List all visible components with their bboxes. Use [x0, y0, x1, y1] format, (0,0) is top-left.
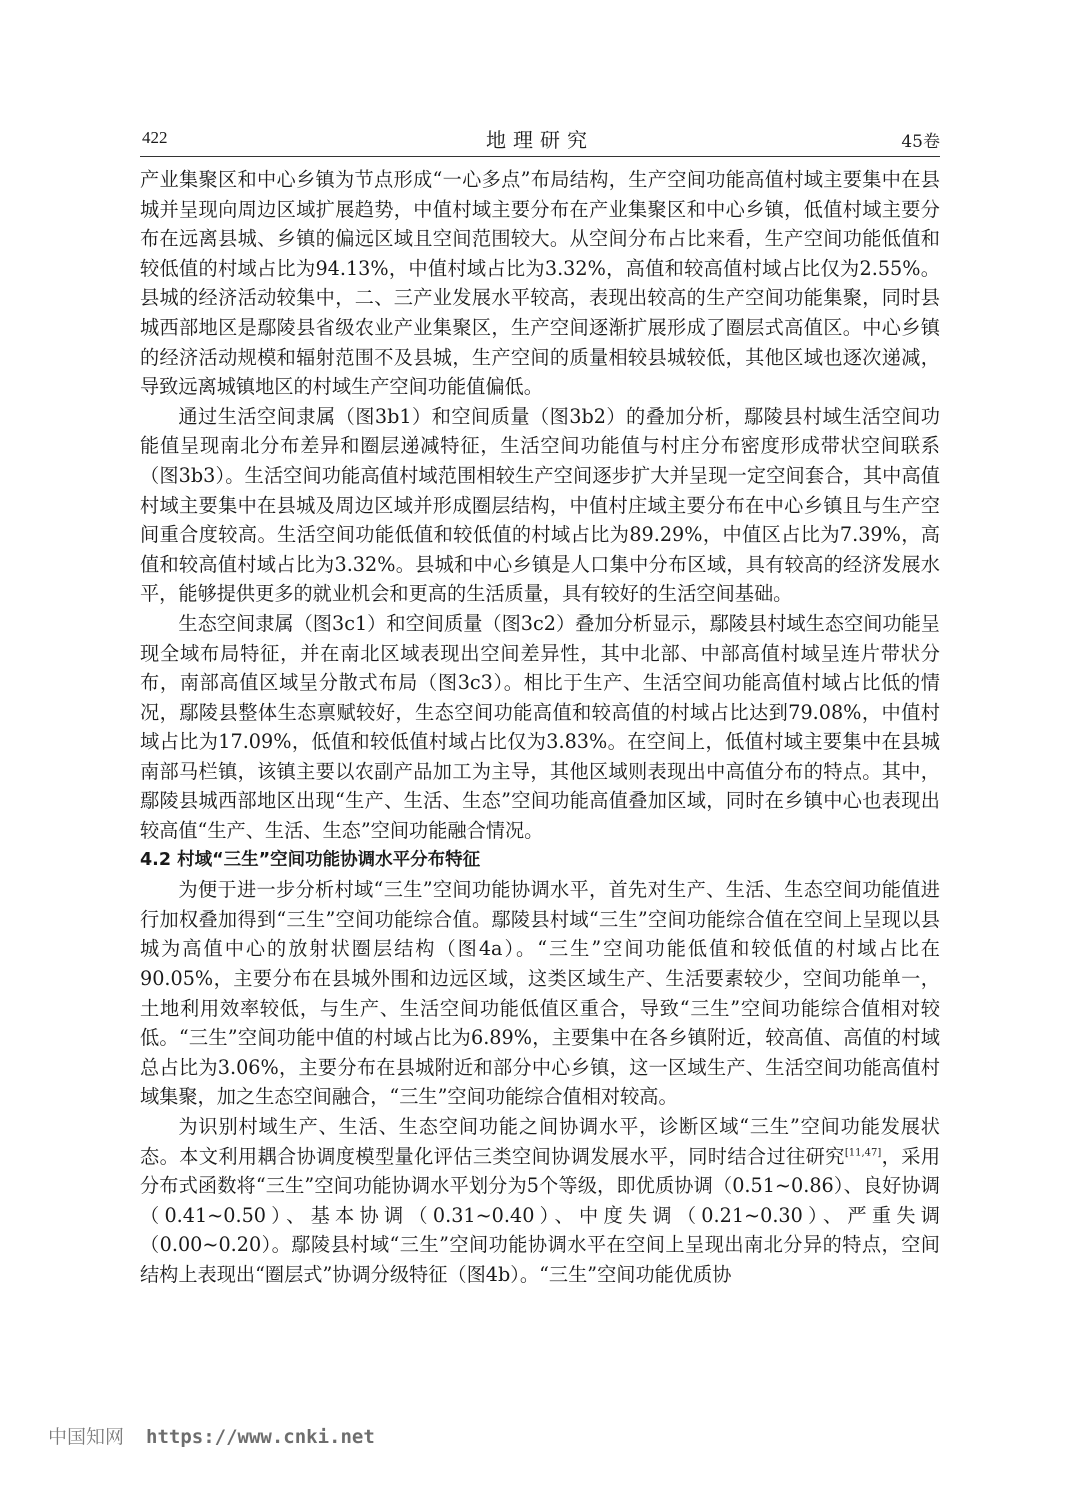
paragraph-ecology: 生态空间隶属（图3c1）和空间质量（图3c2）叠加分析显示，鄢陵县村域生态空间功能呈现全域布局特征，并在南北区域表现出空间差异性，其中北部、中部高值村域呈连片带状分布，南部高值区域呈分散式布局（图3c3）。相比于生产、生活空间功能高值村域占比低的情况，鄢陵县整体生态禀赋较好，生态空间功能高值和较高值的村域占比达到79.08%，中值村域占比为17.09%，低值和较低值村域占比仅为3.83%。在空间上，低值村域主要集中在县城南部马栏镇，该镇主要以农副产品加工为主导，其他区域则表现出中高值分布的特点。其中，鄢陵县城西部地区出现“生产、生活、生态”空间功能高值叠加区域，同时在乡镇中心也表现出较高值“生产、生活、生态”空间功能融合情况。 [140, 611, 940, 843]
watermark-source: 中国知网 [48, 1426, 125, 1448]
article-body [140, 165, 940, 1290]
watermark-url[interactable]: https://www.cnki.net [146, 1426, 375, 1448]
page-header [140, 124, 940, 157]
paragraph-coordination [140, 1112, 940, 1290]
section-heading: 4.2 村域“三生”空间功能协调水平分布特征 [140, 849, 481, 870]
paragraph-composite: 为便于进一步分析村域“三生”空间功能协调水平，首先对生产、生活、生态空间功能值进行加权叠加得到“三生”空间功能综合值。鄢陵县村域“三生”空间功能综合值在空间上呈现以县城为高值中心的放射状圈层结构（图4a）。“三生”空间功能低值和较低值的村域占比在90.05%，主要分布在县城外围和边远区域，这类区域生产、生活要素较少，空间功能单一，土地利用效率较低，与生产、生活空间功能低值区重合，导致“三生”空间功能综合值相对较低。“三生”空间功能中值的村域占比为6.89%，主要集中在各乡镇附近，较高值、高值的村域总占比为3.06%，主要分布在县城附近和部分中心乡镇，这一区域生产、生活空间功能高值村域集聚，加之生态空间融合，“三生”空间功能综合值相对较高。 [140, 878, 940, 1109]
volume-label: 45卷 [901, 132, 940, 152]
coordination-text-b: ，采用分布式函数将“三生”空间功能协调水平划分为5个等级，即优质协调（0.51~0.86）、良好协调（0.41~0.50）、基本协调（0.31~0.40）、中度失调（0.21~0.30）、严重失调（0.00~0.20）。鄢陵县村域“三生”空间功能协调水平在空间上呈现出南北分异的特点，空间结构上表现出“圈层式”协调分级特征（图4b）。“三生”空间功能优质协 [140, 1144, 941, 1286]
citation-ref[interactable]: [11,47] [844, 1147, 882, 1159]
page-number: 422 [142, 128, 168, 147]
paragraph-living: 通过生活空间隶属（图3b1）和空间质量（图3b2）的叠加分析，鄢陵县村域生活空间功能值呈现南北分布差异和圈层递减特征，生活空间功能值与村庄分布密度形成带状空间联系（图3b3）。生活空间功能高值村域范围相较生产空间逐步扩大并呈现一定空间套合，其中高值村域主要集中在县城及周边区域并形成圈层结构，中值村庄域主要分布在中心乡镇且与生产空间重合度较高。生活空间功能低值和较低值的村域占比为89.29%，中值区占比为7.39%，高值和较高值村域占比为3.32%。县城和中心乡镇是人口集中分布区域，具有较高的经济发展水平，能够提供更多的就业机会和更高的生活质量，具有较好的生活空间基础。 [140, 404, 940, 606]
coordination-text-a: 为识别村域生产、生活、生态空间功能之间协调水平，诊断区域“三生”空间功能发展状态。本文利用耦合协调度模型量化评估三类空间协调发展水平，同时结合过往研究 [140, 1115, 940, 1168]
paragraph-production: 产业集聚区和中心乡镇为节点形成“一心多点”布局结构，生产空间功能高值村域主要集中在县城并呈现向周边区域扩展趋势，中值村域主要分布在产业集聚区和中心乡镇，低值村域主要分布在远离县城、乡镇的偏远区域且空间范围较大。从空间分布占比来看，生产空间功能低值和较低值的村域占比为94.13%，中值村域占比为3.32%，高值和较高值村域占比仅为2.55%。县城的经济活动较集中，二、三产业发展水平较高，表现出较高的生产空间功能集聚，同时县城西部地区是鄢陵县省级农业产业集聚区，生产空间逐渐扩展形成了圈层式高值区。中心乡镇的经济活动规模和辐射范围不及县城，生产空间的质量相较县城较低，其他区域也逐次递减，导致远离城镇地区的村域生产空间功能值偏低。 [140, 168, 940, 399]
cnki-watermark [48, 1422, 375, 1449]
journal-title: 地理研究 [486, 128, 594, 152]
